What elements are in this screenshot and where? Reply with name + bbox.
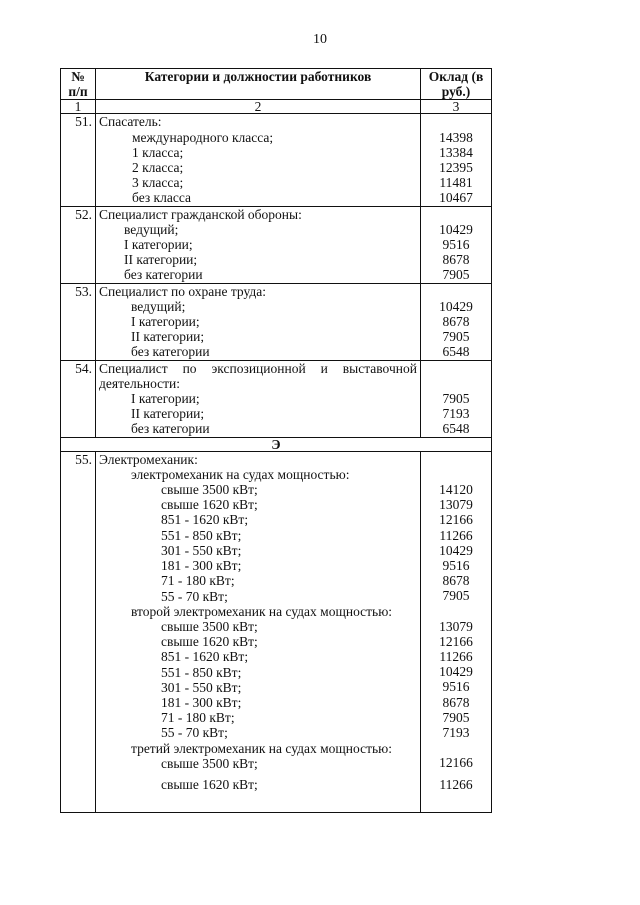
title-word: экспозиционной	[211, 360, 306, 376]
salary-value: 13384	[439, 144, 473, 160]
item-label: без категории	[124, 267, 203, 283]
salary-value: 7193	[442, 725, 470, 741]
column-number-3: 3	[421, 100, 492, 114]
salary-table	[60, 68, 492, 813]
salary-value: 6548	[442, 344, 470, 360]
title-word: по	[182, 360, 197, 376]
title-word: Специалист	[99, 360, 168, 376]
item-label: 181 - 300 кВт;	[161, 694, 242, 710]
item-label: 2 класса;	[132, 160, 184, 176]
salary-value: 12166	[439, 633, 473, 649]
salary-value: 8678	[442, 694, 470, 710]
item-label: II категории;	[131, 406, 205, 422]
salary-value: 10429	[439, 298, 473, 314]
salary-value: 12166	[439, 755, 473, 771]
header-number: № п/п	[61, 69, 96, 100]
item-label: свыше 1620 кВт;	[161, 497, 258, 513]
row-salaries	[421, 451, 492, 812]
salary-value: 9516	[442, 679, 470, 695]
salary-value: 8678	[442, 573, 470, 589]
salary-value: 9516	[442, 237, 470, 252]
item-label: 551 - 850 кВт;	[161, 527, 242, 543]
salary-value: 11266	[439, 527, 473, 543]
salary-value: 10467	[439, 190, 473, 206]
item-label: II категории;	[131, 329, 205, 345]
title-word: выставочной	[342, 360, 417, 376]
row-title-continued: деятельности:	[99, 375, 181, 391]
item-label: 1 класса;	[132, 144, 184, 160]
column-number-1: 1	[61, 100, 96, 114]
salary-value: 13079	[439, 618, 473, 634]
salary-value: 13079	[439, 497, 473, 513]
salary-value: 10429	[439, 221, 473, 237]
row-salaries	[421, 206, 492, 283]
item-label: 3 класса;	[132, 175, 184, 191]
salary-value: 9516	[442, 557, 470, 573]
page-number: 10	[313, 32, 327, 47]
salary-value: 7905	[442, 267, 470, 283]
item-label: 301 - 550 кВт;	[161, 542, 242, 558]
row-number: 54.	[61, 360, 96, 437]
item-label: без категории	[131, 421, 210, 437]
item-label: 851 - 1620 кВт;	[161, 649, 249, 665]
item-label: без категории	[131, 344, 210, 360]
item-label: без класса	[132, 190, 191, 206]
item-label: 851 - 1620 кВт;	[161, 512, 249, 528]
row-title: Специалист по охране труда:	[99, 283, 267, 299]
salary-value: 14398	[439, 129, 473, 145]
salary-value: 11266	[439, 776, 473, 792]
item-label: 55 - 70 кВт;	[161, 725, 228, 741]
row-category	[96, 206, 421, 283]
salary-value: 12166	[439, 512, 473, 528]
item-label: международного класса;	[132, 129, 274, 145]
salary-value: 8678	[442, 314, 470, 330]
table-row	[61, 360, 492, 437]
item-label: свыше 1620 кВт;	[161, 776, 258, 792]
row-category	[96, 360, 421, 437]
row-title: Электромеханик:	[99, 451, 198, 467]
section-letter: Э	[61, 437, 492, 451]
row-number: 55.	[61, 451, 96, 812]
item-label: 71 - 180 кВт;	[161, 573, 235, 589]
item-label: свыше 3500 кВт;	[161, 755, 258, 771]
group-heading: второй электромеханик на судах мощностью:	[131, 603, 393, 619]
salary-value: 11481	[439, 175, 473, 191]
row-number: 53.	[61, 283, 96, 360]
item-label: I категории;	[131, 391, 200, 407]
salary-value: 7905	[442, 329, 470, 345]
table-row	[61, 206, 492, 283]
item-label: ведущий;	[131, 298, 186, 314]
salary-value: 7905	[442, 709, 470, 725]
item-label: 551 - 850 кВт;	[161, 664, 242, 680]
header-salary: Оклад (в руб.)	[421, 69, 492, 100]
table-row	[61, 283, 492, 360]
table-row	[61, 451, 492, 812]
header-category: Категории и должностии работников	[96, 69, 421, 100]
row-title	[99, 361, 417, 376]
row-salaries	[421, 114, 492, 206]
table-row	[61, 114, 492, 206]
item-label: II категории;	[124, 252, 198, 268]
salary-value: 12395	[439, 159, 473, 175]
salary-value: 7905	[442, 391, 470, 407]
item-label: I категории;	[131, 314, 200, 330]
row-title: Специалист гражданской обороны:	[99, 206, 302, 222]
row-category	[96, 114, 421, 206]
item-label: свыше 1620 кВт;	[161, 634, 258, 650]
item-label: I категории;	[124, 237, 193, 253]
row-number: 52.	[61, 206, 96, 283]
salary-value: 6548	[442, 421, 470, 437]
salary-value: 7905	[442, 588, 470, 604]
item-label: 181 - 300 кВт;	[161, 558, 242, 574]
row-category	[96, 283, 421, 360]
group-heading: третий электромеханик на судах мощностью:	[131, 740, 392, 756]
item-label: 55 - 70 кВт;	[161, 588, 228, 604]
row-salaries	[421, 283, 492, 360]
item-label: 71 - 180 кВт;	[161, 710, 235, 726]
column-number-row	[61, 100, 492, 114]
salary-value: 11266	[439, 649, 473, 665]
salary-value: 10429	[439, 542, 473, 558]
row-salaries	[421, 360, 492, 437]
salary-value: 7193	[442, 406, 470, 422]
group-heading: электромеханик на судах мощностью:	[131, 466, 350, 482]
section-row	[61, 437, 492, 451]
row-title: Спасатель:	[99, 114, 162, 130]
item-label: свыше 3500 кВт;	[161, 482, 258, 498]
table-header-row	[61, 69, 492, 100]
item-label: 301 - 550 кВт;	[161, 679, 242, 695]
salary-value: 8678	[442, 252, 470, 268]
column-number-2: 2	[96, 100, 421, 114]
salary-value: 10429	[439, 664, 473, 680]
row-number: 51.	[61, 114, 96, 206]
row-category	[96, 451, 421, 812]
item-label: свыше 3500 кВт;	[161, 618, 258, 634]
title-word: и	[320, 360, 328, 376]
salary-value: 14120	[439, 482, 473, 498]
item-label: ведущий;	[124, 221, 179, 237]
